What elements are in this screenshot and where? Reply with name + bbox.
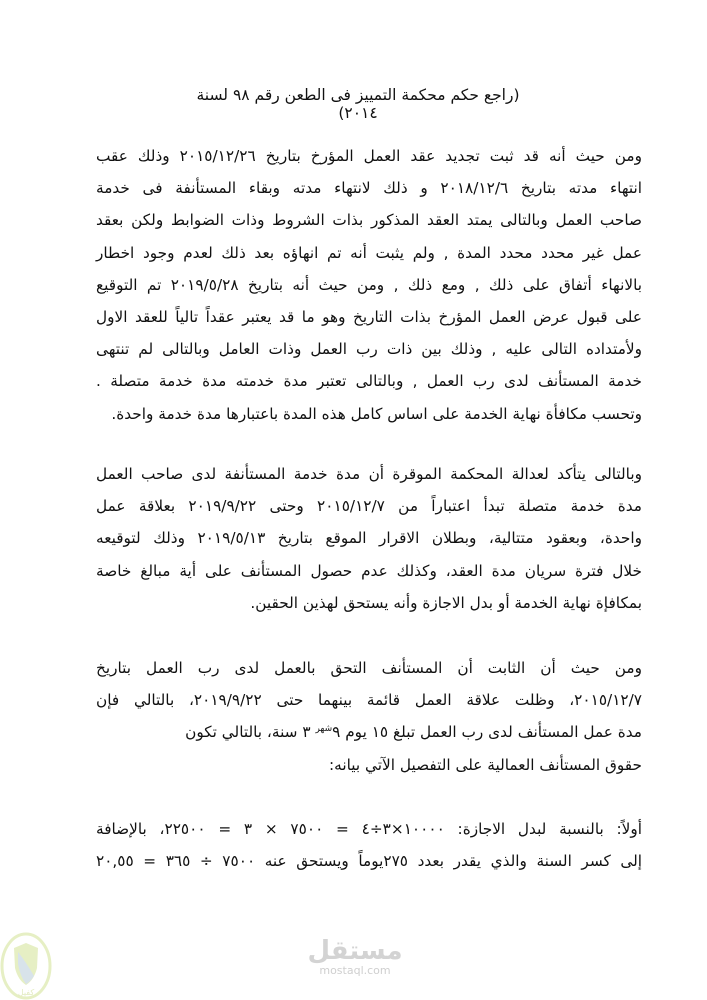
- text-line: وبالتالى يتأكد لعدالة المحكمة الموقرة أن مدة خدمة المستأنفة لدى صاحب العمل: [96, 465, 642, 483]
- kafeel-seal-watermark: [0, 932, 52, 1000]
- paragraph-leave-allowance: [96, 813, 642, 877]
- text-line: ومن حيث أن الثابت أن المستأنف التحق بالعمل لدى رب العمل بتاريخ: [96, 659, 642, 677]
- text-line: بمكافإة نهاية الخدمة أو بدل الاجازة وأنه يستحق لهذين الحقين.: [250, 593, 642, 612]
- court-reference: (راجع حكم محكمة التمييز فى الطعن رقم ٩٨ لسنة ٢٠١٤): [196, 86, 520, 122]
- paragraph-continuous-service: [96, 458, 642, 619]
- text-line: ٢٠١٥/١٢/٧، وظلت علاقة العمل قائمة بينهما حتى ٢٠١٩/٩/٢٢، بالتالي فإن: [96, 691, 642, 710]
- watermark-latin: mostaql.com: [319, 964, 391, 977]
- text-line: انتهاء مدته بتاريخ ٢٠١٨/١٢/٦ و ذلك لانتهاء مدته وبقاء المستأنفة فى خدمة: [96, 179, 643, 198]
- text-line: خدمة المستأنف لدى رب العمل , وبالتالى تعتبر مدة خدمته مدة خدمة متصلة .: [96, 372, 642, 391]
- text-line: صاحب العمل وبالتالى يمتد العقد المذكور بذات الشروط وذات الضوابط ولكن بعقد: [96, 211, 642, 230]
- text-line-duration: [96, 716, 642, 748]
- text-line: ولأمتداده التالى عليه , وذلك بين ذات رب العمل وذات العامل وبالتالى لم تنتهى: [96, 340, 642, 359]
- text-line: مدة خدمة متصلة تبدأ اعتباراً من ٢٠١٥/١٢/٧ وحتى ٢٠١٩/٩/٢٢ بعلاقة عمل: [96, 497, 642, 516]
- paragraph-contract-renewal: [96, 140, 642, 430]
- duration-tail: ٣ سنة، بالتالي تكون: [185, 723, 316, 742]
- text-line: ومن حيث أنه قد ثبت تجديد عقد العمل المؤرخ بتاريخ ٢٠١٥/١٢/٢٦ وذلك عقب: [96, 147, 642, 165]
- watermark-arabic: مستقل: [307, 936, 403, 966]
- text-line: بالانهاء أتفاق على ذلك , ومع ذلك , ومن حيث أنه بتاريخ ٢٠١٩/٥/٢٨ تم التوقيع: [96, 275, 642, 294]
- text-line: وتحسب مكافأة نهاية الخدمة على اساس كامل هذه المدة باعتبارها مدة خدمة واحدة.: [111, 404, 642, 423]
- text-line: واحدة، وبعقود متتالية، وبطلان الاقرار الموقع بتاريخ ٢٠١٩/٥/١٣ وذلك لتوقيعه: [96, 529, 642, 548]
- text-line: أولاً: بالنسبة لبدل الاجازة: ١٠٠٠٠×٣÷٤ = ٧٥٠٠ × ٣ = ٢٢٥٠٠، بالإضافة: [96, 820, 643, 838]
- text-line: حقوق المستأنف العمالية على التفصيل الآتي بيانه:: [329, 755, 642, 774]
- text-line: خلال فترة سريان مدة العقد، وكذلك عدم حصول المستأنف على أية مبالغ خاصة: [96, 561, 642, 580]
- text-line: على قبول عرض العمل المؤرخ بذات التاريخ وهو ما قد يعتبر عقداً تالياً للعقد الاول: [96, 308, 642, 327]
- seal-text: كفيل: [17, 988, 35, 997]
- month-label: شهر: [315, 724, 333, 735]
- mostaql-watermark: [305, 937, 405, 977]
- text-line: إلى كسر السنة والذي يقدر بعدد ٢٧٥يوماً ويستحق عنه ٧٥٠٠ ÷ ٣٦٥ = ٢٠,٥٥: [96, 852, 642, 871]
- duration-text: مدة عمل المستأنف لدى رب العمل تبلغ ١٥ يوم ٩: [332, 723, 642, 742]
- paragraph-service-duration: [96, 652, 642, 781]
- text-line: عمل غير محدد محدد المدة , ولم يثبت أنه تم انهاؤه بعد ذلك لعدم وجود اخطار: [96, 243, 642, 262]
